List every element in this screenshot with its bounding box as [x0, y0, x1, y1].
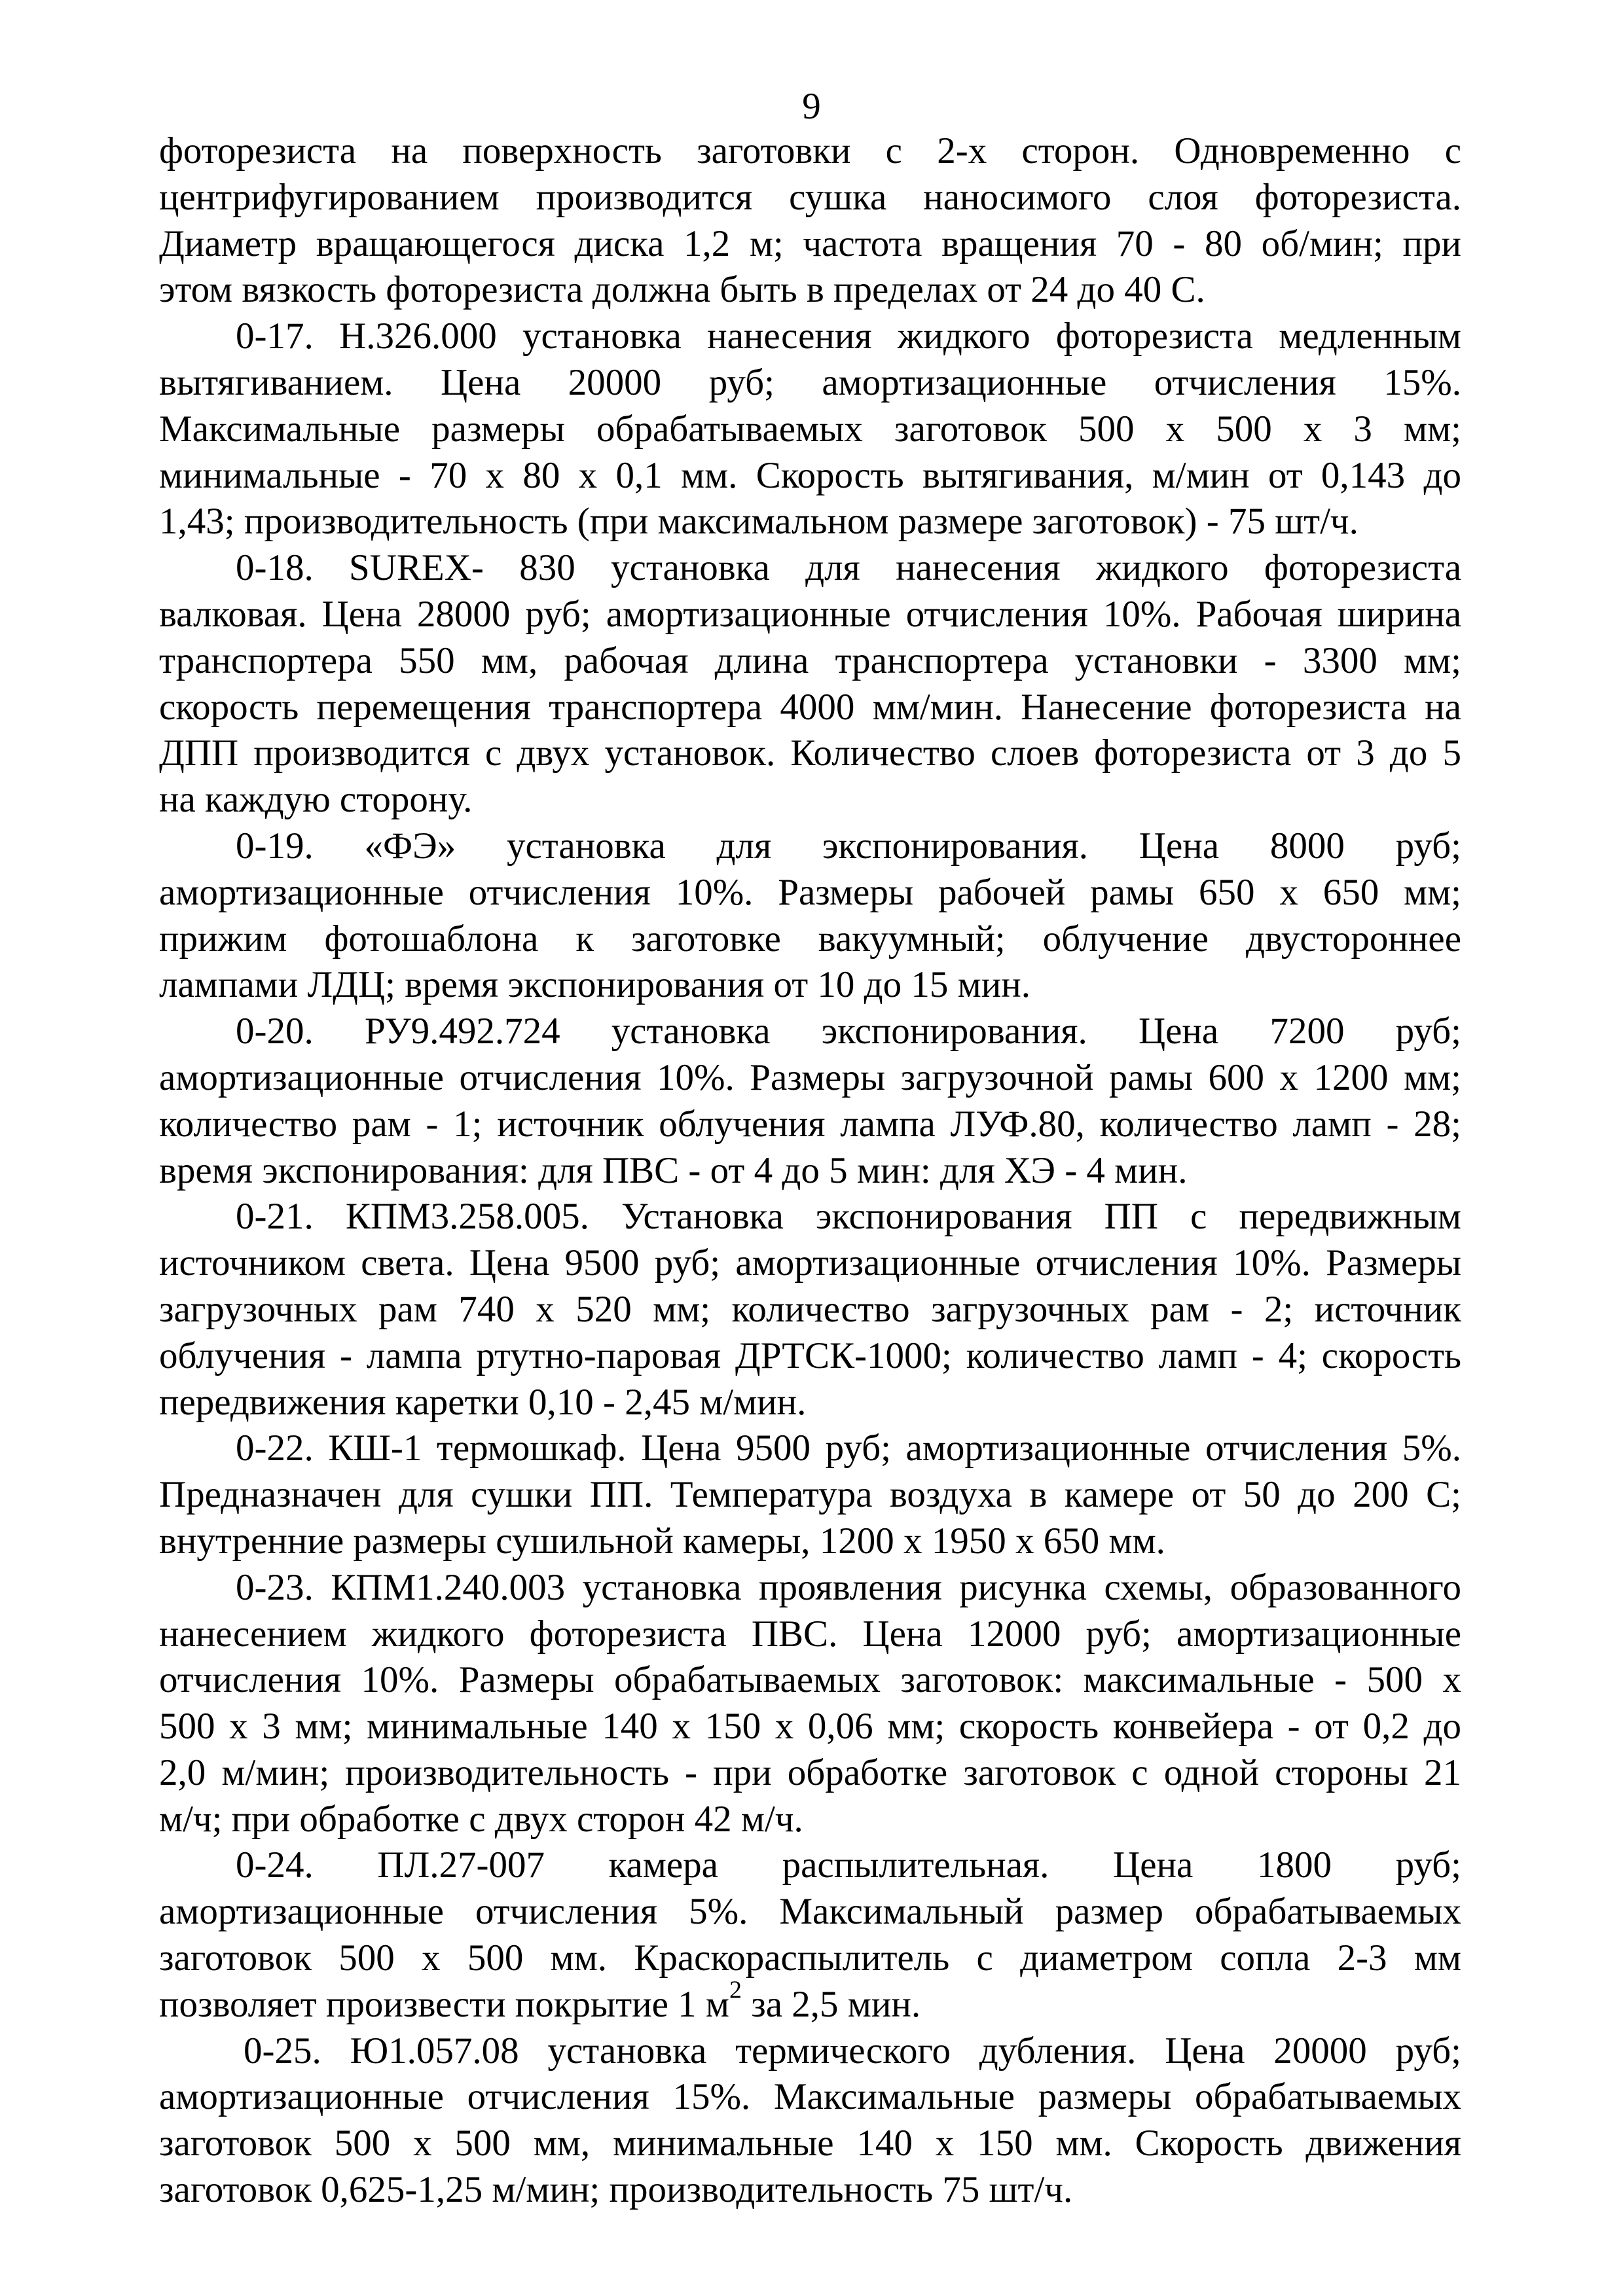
text-line: 0-25. Ю1.057.08 установка термического дубления. Цена 20000 руб;	[244, 2030, 1461, 2072]
text-line: лампами ЛДЦ; время экспонирования от 10 до 15 мин.	[159, 964, 1030, 1006]
text-line: на каждую сторону.	[159, 779, 473, 821]
text-line	[159, 1976, 1461, 2028]
text-line: валковая. Цена 28000 руб; амортизационные отчисления 10%. Рабочая ширина	[159, 593, 1461, 635]
text-line: амортизационные отчисления 5%. Максимальный размер обрабатываемых	[159, 1891, 1461, 1933]
text-line: 1,43; производительность (при максимальном размере заготовок) - 75 шт/ч.	[159, 501, 1359, 543]
superscript: 2	[729, 1976, 742, 2004]
equipment-paragraph	[159, 1565, 1461, 1843]
text-line: минимальные - 70 x 80 x 0,1 мм. Скорость вытягивания, м/мин от 0,143 до	[159, 454, 1461, 496]
text-line: загрузочных рам 740 x 520 мм; количество загрузочных рам - 2; источник	[159, 1288, 1461, 1330]
text-line: заготовок 500 x 500 мм. Краскораспылитель с диаметром сопла 2-3 мм	[159, 1937, 1461, 1979]
text-line: облучения - лампа ртутно-паровая ДРТСК-1000; количество ламп - 4; скорость	[159, 1335, 1461, 1376]
equipment-paragraph	[159, 1194, 1461, 1426]
text-line: 0-22. КШ-1 термошкаф. Цена 9500 руб; амортизационные отчисления 5%.	[236, 1427, 1461, 1469]
text-span: за 2,5 мин.	[741, 1983, 921, 2025]
text-line: Предназначен для сушки ПП. Температура воздуха в камере от 50 до 200 С;	[159, 1474, 1461, 1516]
text-line: центрифугированием производится сушка наносимого слоя фоторезиста.	[159, 176, 1461, 218]
equipment-paragraph	[159, 314, 1461, 545]
text-line: ДПП производится с двух установок. Количество слоев фоторезиста от 3 до 5	[159, 732, 1461, 774]
text-line: 0-18. SUREX- 830 установка для нанесения жидкого фоторезиста	[236, 547, 1461, 589]
text-line: вытягиванием. Цена 20000 руб; амортизационные отчисления 15%.	[159, 361, 1461, 403]
text-line: время экспонирования: для ПВС - от 4 до 5 мин: для ХЭ - 4 мин.	[159, 1149, 1188, 1191]
text-line: 0-19. «ФЭ» установка для экспонирования. Цена 8000 руб;	[236, 825, 1461, 867]
text-line: транспортера 550 мм, рабочая длина транспортера установки - 3300 мм;	[159, 639, 1461, 681]
text-line: фоторезиста на поверхность заготовки с 2-х сторон. Одновременно с	[159, 130, 1461, 171]
equipment-paragraph	[159, 545, 1461, 823]
text-line: 0-23. КПМ1.240.003 установка проявления рисунка схемы, образованного	[236, 1566, 1461, 1608]
text-line: 0-17. Н.326.000 установка нанесения жидкого фоторезиста медленным	[236, 315, 1461, 357]
text-line: скорость перемещения транспортера 4000 мм/мин. Нанесение фоторезиста на	[159, 686, 1461, 728]
text-span: позволяет произвести покрытие 1 м	[159, 1983, 729, 2025]
text-line: прижим фотошаблона к заготовке вакуумный; облучение двустороннее	[159, 918, 1461, 960]
text-line: источником света. Цена 9500 руб; амортизационные отчисления 10%. Размеры	[159, 1242, 1461, 1284]
text-line: амортизационные отчисления 15%. Максимальные размеры обрабатываемых	[159, 2076, 1461, 2118]
text-line: 2,0 м/мин; производительность - при обработке заготовок с одной стороны 21	[159, 1751, 1461, 1793]
equipment-paragraph	[159, 1009, 1461, 1194]
text-line: этом вязкость фоторезиста должна быть в пределах от 24 до 40 С.	[159, 269, 1205, 311]
text-line: амортизационные отчисления 10%. Размеры загрузочной рамы 600 x 1200 мм;	[159, 1056, 1461, 1098]
page-number: 9	[802, 86, 821, 127]
text-line: передвижения каретки 0,10 - 2,45 м/мин.	[159, 1381, 807, 1423]
text-line: м/ч; при обработке с двух сторон 42 м/ч.	[159, 1798, 803, 1840]
text-line: заготовок 0,625-1,25 м/мин; производительность 75 шт/ч.	[159, 2169, 1073, 2211]
equipment-paragraph	[159, 823, 1461, 1009]
text-line: отчисления 10%. Размеры обрабатываемых заготовок: максимальные - 500 x	[159, 1659, 1461, 1701]
text-line: количество рам - 1; источник облучения лампа ЛУФ.80, количество ламп - 28;	[159, 1103, 1461, 1145]
text-line: внутренние размеры сушильной камеры, 1200 x 1950 x 650 мм.	[159, 1520, 1165, 1562]
document-body	[159, 128, 1461, 2214]
text-line: 500 x 3 мм; минимальные 140 x 150 x 0,06 мм; скорость конвейера - от 0,2 до	[159, 1706, 1461, 1748]
text-line: нанесением жидкого фоторезиста ПВС. Цена 12000 руб; амортизационные	[159, 1613, 1461, 1655]
paragraph-continuation	[159, 128, 1461, 314]
text-line: 0-21. КПМ3.258.005. Установка экспонирования ПП с передвижным	[236, 1196, 1461, 1238]
text-line: 0-20. РУ9.492.724 установка экспонирования. Цена 7200 руб;	[236, 1011, 1461, 1052]
text-line: амортизационные отчисления 10%. Размеры рабочей рамы 650 x 650 мм;	[159, 871, 1461, 913]
equipment-paragraph	[159, 2028, 1461, 2214]
text-line: 0-24. ПЛ.27-007 камера распылительная. Цена 1800 руб;	[236, 1844, 1461, 1886]
equipment-paragraph	[159, 1426, 1461, 1564]
text-line: Максимальные размеры обрабатываемых заготовок 500 x 500 x 3 мм;	[159, 408, 1461, 450]
text-line: заготовок 500 x 500 мм, минимальные 140 x 150 мм. Скорость движения	[159, 2123, 1461, 2164]
equipment-paragraph	[159, 1842, 1461, 2028]
text-line: Диаметр вращающегося диска 1,2 м; частота вращения 70 - 80 об/мин; при	[159, 223, 1461, 264]
